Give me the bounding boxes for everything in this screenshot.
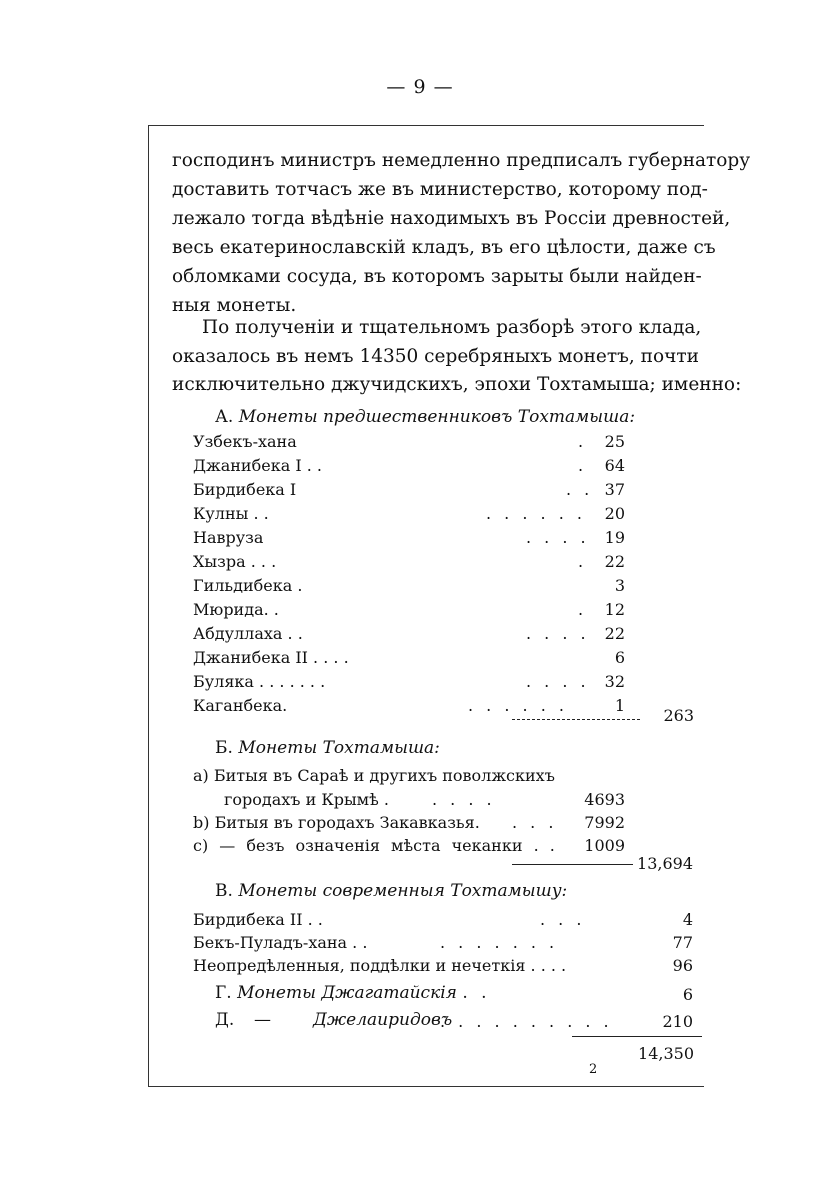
coin-row-value: 22: [604, 624, 625, 643]
coin-row-dots: . .: [566, 480, 594, 499]
paragraph-line: По полученіи и тщательномъ разборѣ этого клада,: [202, 317, 702, 338]
coin-row-name: Кулны . .: [193, 504, 269, 523]
page-number: — 9 —: [386, 76, 454, 98]
coin-row-dots: . . . .: [526, 624, 590, 643]
section-a-total: 263: [663, 706, 694, 725]
coin-row-value: 7992: [584, 813, 625, 832]
section-c-heading: [215, 881, 567, 901]
coin-row-name: Абдуллаха . .: [193, 624, 303, 643]
grand-total-rule: [572, 1036, 702, 1037]
coin-row-value: 4: [682, 910, 693, 929]
section-e-value: 210: [662, 1012, 693, 1031]
coin-row-value: 37: [604, 480, 625, 499]
coin-row-dots: . . . . . .: [468, 696, 568, 715]
coin-row-value: 32: [604, 672, 625, 691]
section-title: Джелаиридовъ: [313, 1010, 453, 1030]
coin-row-value: 96: [672, 956, 693, 975]
coin-row-name: a) Битыя въ Сараѣ и другихъ поволжскихъ: [193, 766, 555, 785]
coin-row-name: городахъ и Крымѣ .: [224, 790, 389, 809]
section-title: Монеты предшественниковъ Тохтамыша:: [238, 407, 636, 427]
coin-row-dots: . . . .: [526, 672, 590, 691]
coin-row-value: 19: [604, 528, 625, 547]
coin-row-value: 20: [604, 504, 625, 523]
section-d-value: 6: [682, 985, 693, 1004]
coin-row-name: Хызра . . .: [193, 552, 277, 571]
section-letter: В.: [215, 881, 233, 901]
coin-row-value: 6: [614, 648, 625, 667]
section-b-total: 13,694: [637, 854, 693, 873]
grand-total: 14,350: [638, 1044, 694, 1063]
coin-row-name: Гильдибека .: [193, 576, 303, 595]
coin-row-name: c) — безъ означенія мѣста чеканки . .: [193, 836, 555, 855]
paragraph-line: доставить тотчасъ же въ министерство, которому под-: [172, 179, 708, 200]
coin-row-value: 3: [614, 576, 625, 595]
coin-row-dots: . . . . . . .: [440, 933, 559, 952]
subtotal-rule: [512, 719, 640, 720]
coin-row-dots: .: [578, 432, 588, 451]
coin-row-value: 22: [604, 552, 625, 571]
section-e-letter: Д.: [215, 1010, 235, 1030]
coin-row-dots: . . .: [540, 910, 586, 929]
subtotal-rule: [512, 864, 633, 865]
coin-row-name: Неопредѣленныя, поддѣлки и нечеткія . . . .: [193, 956, 567, 975]
coin-row-value: 64: [604, 456, 625, 475]
section-title: Монеты современныя Тохтамышу:: [238, 881, 568, 901]
coin-row-name: Каганбека.: [193, 696, 288, 715]
coin-row-dots: . . . .: [526, 528, 590, 547]
coin-row-name: Бекъ-Пуладъ-хана . .: [193, 933, 368, 952]
signature-mark: 2: [589, 1062, 598, 1077]
section-b-heading: [215, 738, 440, 758]
paragraph-line: ныя монеты.: [172, 295, 297, 316]
paragraph-line: обломками сосуда, въ которомъ зарыты были найден-: [172, 266, 702, 287]
section-letter: Г.: [215, 983, 232, 1003]
paragraph-line: лежало тогда вѣдѣніе находимыхъ въ Россіи древностей,: [172, 208, 731, 229]
section-title: Монеты Тохтамыша:: [238, 738, 440, 758]
paragraph-line: оказалось въ немъ 14350 серебряныхъ монетъ, почти: [172, 346, 699, 367]
coin-row-dots: . . .: [512, 813, 558, 832]
coin-row-value: 1: [614, 696, 625, 715]
coin-row-value: 1009: [584, 836, 625, 855]
section-title: Монеты Джагатайскія: [237, 983, 457, 1003]
coin-row-dots: .: [578, 552, 588, 571]
coin-row-name: Мюрида. .: [193, 600, 279, 619]
paragraph-line: господинъ министръ немедленно предписалъ губернатору: [172, 150, 751, 171]
coin-row-dots: . . . .: [432, 790, 496, 809]
section-e-dash: —: [254, 1010, 271, 1030]
coin-row-dots: . . . . . .: [486, 504, 586, 523]
coin-row-value: 4693: [584, 790, 625, 809]
coin-row-name: b) Битыя въ городахъ Закавказья.: [193, 813, 480, 832]
section-d-heading: [215, 983, 491, 1003]
coin-row-name: Джанибека II . . . .: [193, 648, 349, 667]
section-letter: Б.: [215, 738, 233, 758]
coin-row-name: Бирдибека I: [193, 480, 297, 499]
coin-row-name: Узбекъ-хана: [193, 432, 297, 451]
paragraph-line: исключительно джучидскихъ, эпохи Тохтамыша; именно:: [172, 374, 742, 395]
coin-row-dots: . .: [462, 983, 491, 1003]
section-a-heading: [215, 407, 635, 427]
coin-row-dots: .: [578, 600, 588, 619]
coin-row-name: Буляка . . . . . . .: [193, 672, 326, 691]
coin-row-value: 77: [672, 933, 693, 952]
coin-row-name: Джанибека I . .: [193, 456, 322, 475]
coin-row-dots: . . . . . . . . . .: [440, 1012, 613, 1031]
paragraph-line: весь екатеринославскій кладъ, въ его цѣлости, даже съ: [172, 237, 716, 258]
coin-row-name: Навруза: [193, 528, 264, 547]
coin-row-dots: .: [578, 456, 588, 475]
section-letter: А.: [215, 407, 234, 427]
coin-row-value: 12: [604, 600, 625, 619]
coin-row-value: 25: [604, 432, 625, 451]
coin-row-name: Бирдибека II . .: [193, 910, 323, 929]
